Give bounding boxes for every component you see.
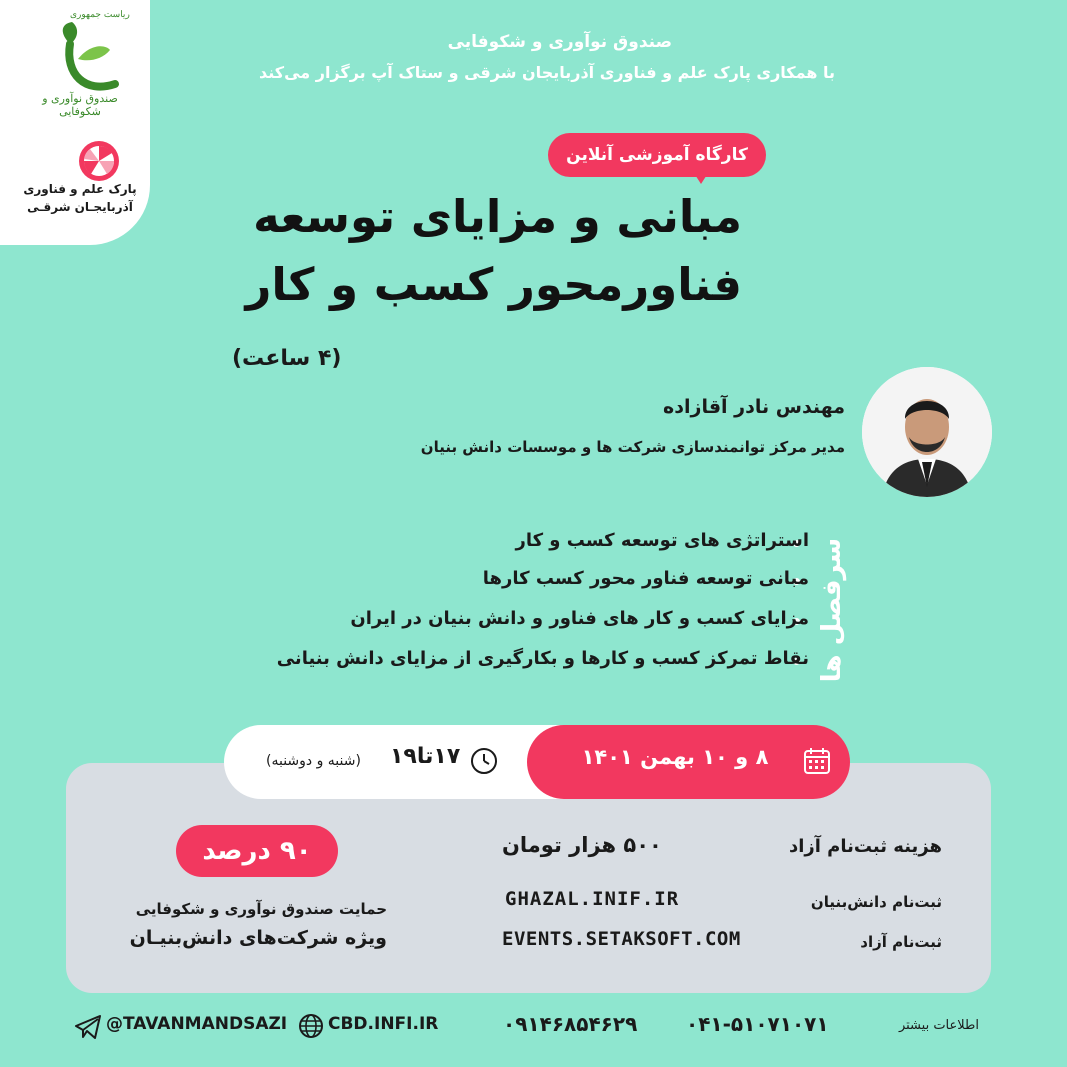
fee-label: هزینه ثبت‌نام آزاد xyxy=(788,836,942,857)
fund-logo-label: صندوق نوآوری و شکوفایی xyxy=(42,92,118,118)
speaker-avatar xyxy=(862,367,992,497)
event-time: ۱۷تا۱۹ xyxy=(390,744,461,769)
telegram-handle[interactable]: @TAVANMANDSAZI xyxy=(106,1014,288,1034)
event-title-line1: مبانی و مزایای توسعه xyxy=(253,190,742,243)
fee-amount: ۵۰۰ هزار تومان xyxy=(502,833,662,857)
svg-text:سرفصل ها: سرفصل ها xyxy=(817,537,847,683)
logo-card xyxy=(0,0,150,245)
phone-landline[interactable]: ۰۴۱-۵۱۰۷۱۰۷۱ xyxy=(686,1012,829,1036)
support-line2: ویژه شرکت‌های دانش‌بنیـان xyxy=(129,927,387,949)
telegram-icon xyxy=(74,1014,102,1040)
phone-mobile[interactable]: ۰۹۱۴۶۸۵۴۶۲۹ xyxy=(503,1012,638,1036)
park-logo-icon xyxy=(78,140,120,182)
website-link[interactable]: CBD.INFI.IR xyxy=(328,1014,439,1034)
kb-registration-label: ثبت‌نام دانش‌بنیان xyxy=(810,893,942,911)
event-title xyxy=(222,183,742,319)
topic-item: مزایای کسب و کار های فناور و دانش بنیان در ایران xyxy=(350,608,809,629)
globe-icon xyxy=(298,1013,324,1039)
event-title-line2: فناورمحور کسب و کار xyxy=(245,258,742,311)
event-hours: (۴ ساعت) xyxy=(232,346,342,371)
badge-tail xyxy=(692,170,710,184)
speaker-name: مهندس نادر آقازاده xyxy=(663,396,845,418)
calendar-icon xyxy=(802,746,832,776)
discount-badge: ۹۰ درصد xyxy=(176,825,338,877)
kb-registration-link[interactable]: GHAZAL.INIF.IR xyxy=(505,888,680,910)
topic-item: نقاط تمرکز کسب و کارها و بکارگیری از مزایای دانش بنیانی xyxy=(276,648,809,669)
speaker-role: مدیر مرکز توانمندسازی شرکت ها و موسسات دانش بنیان xyxy=(420,438,845,456)
free-registration-link[interactable]: EVENTS.SETAKSOFT.COM xyxy=(502,928,741,950)
free-registration-label: ثبت‌نام آزاد xyxy=(860,933,942,951)
event-days: (شنبه و دوشنبه) xyxy=(266,753,361,769)
header-title: صندوق نوآوری و شکوفایی xyxy=(447,32,672,52)
topics-label xyxy=(815,530,865,690)
support-line1: حمایت صندوق نوآوری و شکوفایی xyxy=(135,900,387,918)
clock-icon xyxy=(469,746,499,776)
event-date: ۸ و ۱۰ بهمن ۱۴۰۱ xyxy=(581,745,769,769)
footer-label: اطلاعات بیشتر xyxy=(898,1018,979,1033)
topic-item: مبانی توسعه فناور محور کسب کارها xyxy=(482,568,809,589)
header-subtitle: با همکاری پارک علم و فناوری آذربایجان شرقی و ستاک آپ برگزار می‌کند xyxy=(259,63,835,82)
topic-item: استراتژی های توسعه کسب و کار xyxy=(515,530,809,551)
park-logo-label: پارک علم و فناوری آذربایجـان شرقـی xyxy=(23,182,137,214)
speaker-portrait-icon xyxy=(862,367,992,497)
workshop-badge: کارگاه آموزشی آنلاین xyxy=(548,133,766,177)
fund-top-label: ریاست جمهوری xyxy=(70,10,130,20)
